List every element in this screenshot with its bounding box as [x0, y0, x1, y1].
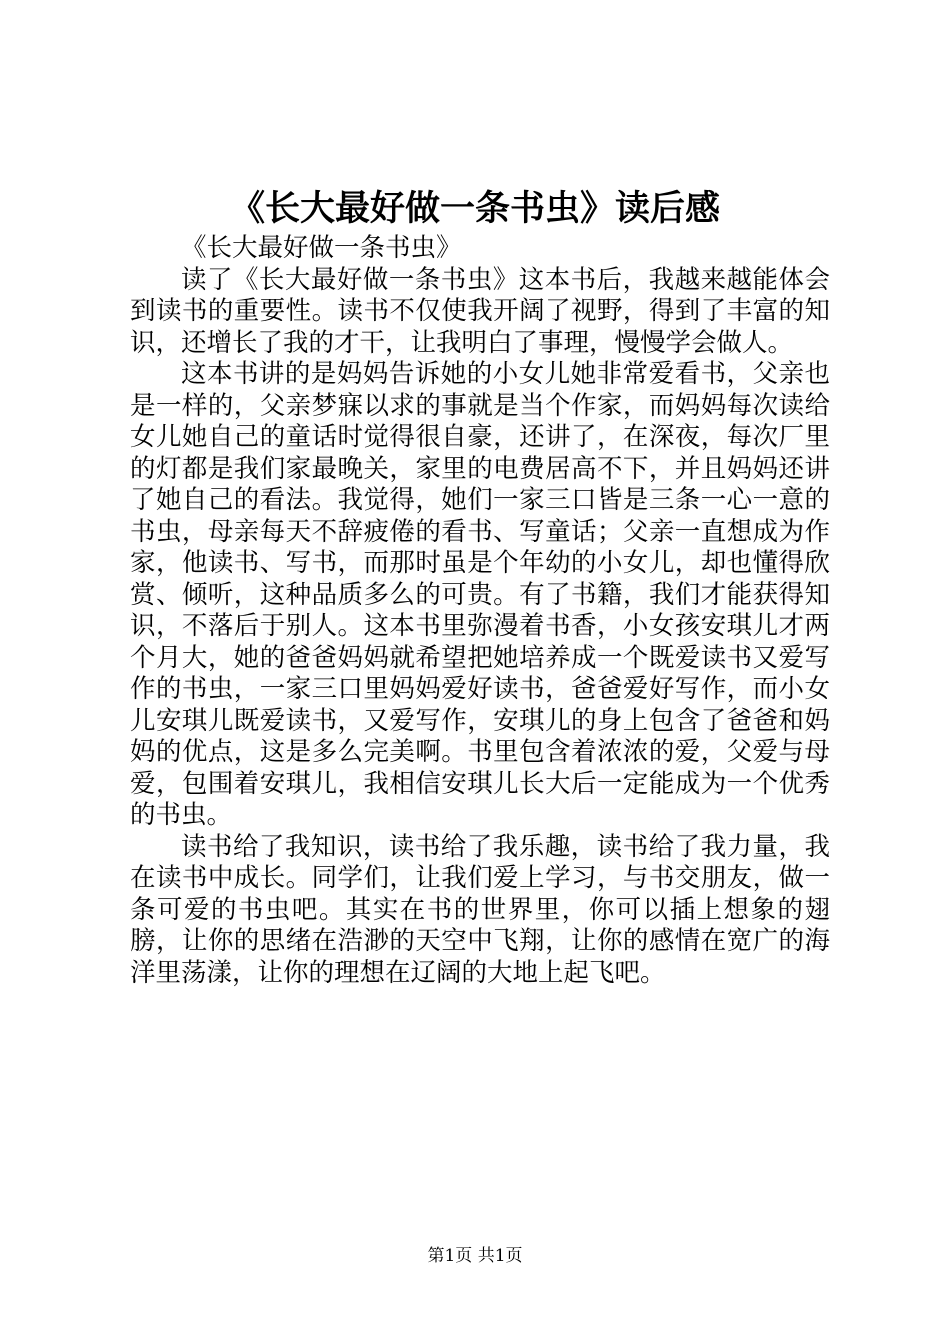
page-number-footer: 第1页 共1页 [427, 1246, 523, 1266]
paragraph: 读了《长大最好做一条书虫》这本书后，我越来越能体会到读书的重要性。读书不仅使我开阔了视野，得到了丰富的知识，还增长了我的才干，让我明白了事理，慢慢学会做人。 [130, 264, 830, 358]
paragraph-subtitle: 《长大最好做一条书虫》 [181, 233, 462, 263]
document-title: 《长大最好做一条书虫》读后感 [229, 188, 720, 229]
paragraph: 这本书讲的是妈妈告诉她的小女儿她非常爱看书，父亲也是一样的，父亲梦寐以求的事就是当个作家，而妈妈每次读给女儿她自己的童话时觉得很自豪，还讲了，在深夜，每次厂里的灯都是我们家最晚关，家里的电费居高不下，并且妈妈还讲了她自己的看法。我觉得，她们一家三口皆是三条一心一意的书虫，母亲每天不辞疲倦的看书、写童话；父亲一直想成为作家，他读书、写书，而那时虽是个年幼的小女儿，却也懂得欣赏、倾听，这种品质多么的可贵。有了书籍，我们才能获得知识，不落后于别人。这本书里弥漫着书香，小女孩安琪儿才两个月大，她的爸爸妈妈就希望把她培养成一个既爱读书又爱写作的书虫，一家三口里妈妈爱好读书，爸爸爱好写作，而小女儿安琪儿既爱读书，又爱写作，安琪儿的身上包含了爸爸和妈妈的优点，这是多么完美啊。书里包含着浓浓的爱，父爱与母爱，包围着安琪儿，我相信安琪儿长大后一定能成为一个优秀的书虫。 [130, 359, 830, 830]
paragraph: 读书给了我知识，读书给了我乐趣，读书给了我力量，我在读书中成长。同学们，让我们爱上学习，与书交朋友，做一条可爱的书虫吧。其实在书的世界里，你可以插上想象的翅膀，让你的思绪在浩渺的天空中飞翔，让你的感情在宽广的海洋里荡漾，让你的理想在辽阔的大地上起飞吧。 [130, 831, 830, 988]
document-body [130, 233, 830, 989]
